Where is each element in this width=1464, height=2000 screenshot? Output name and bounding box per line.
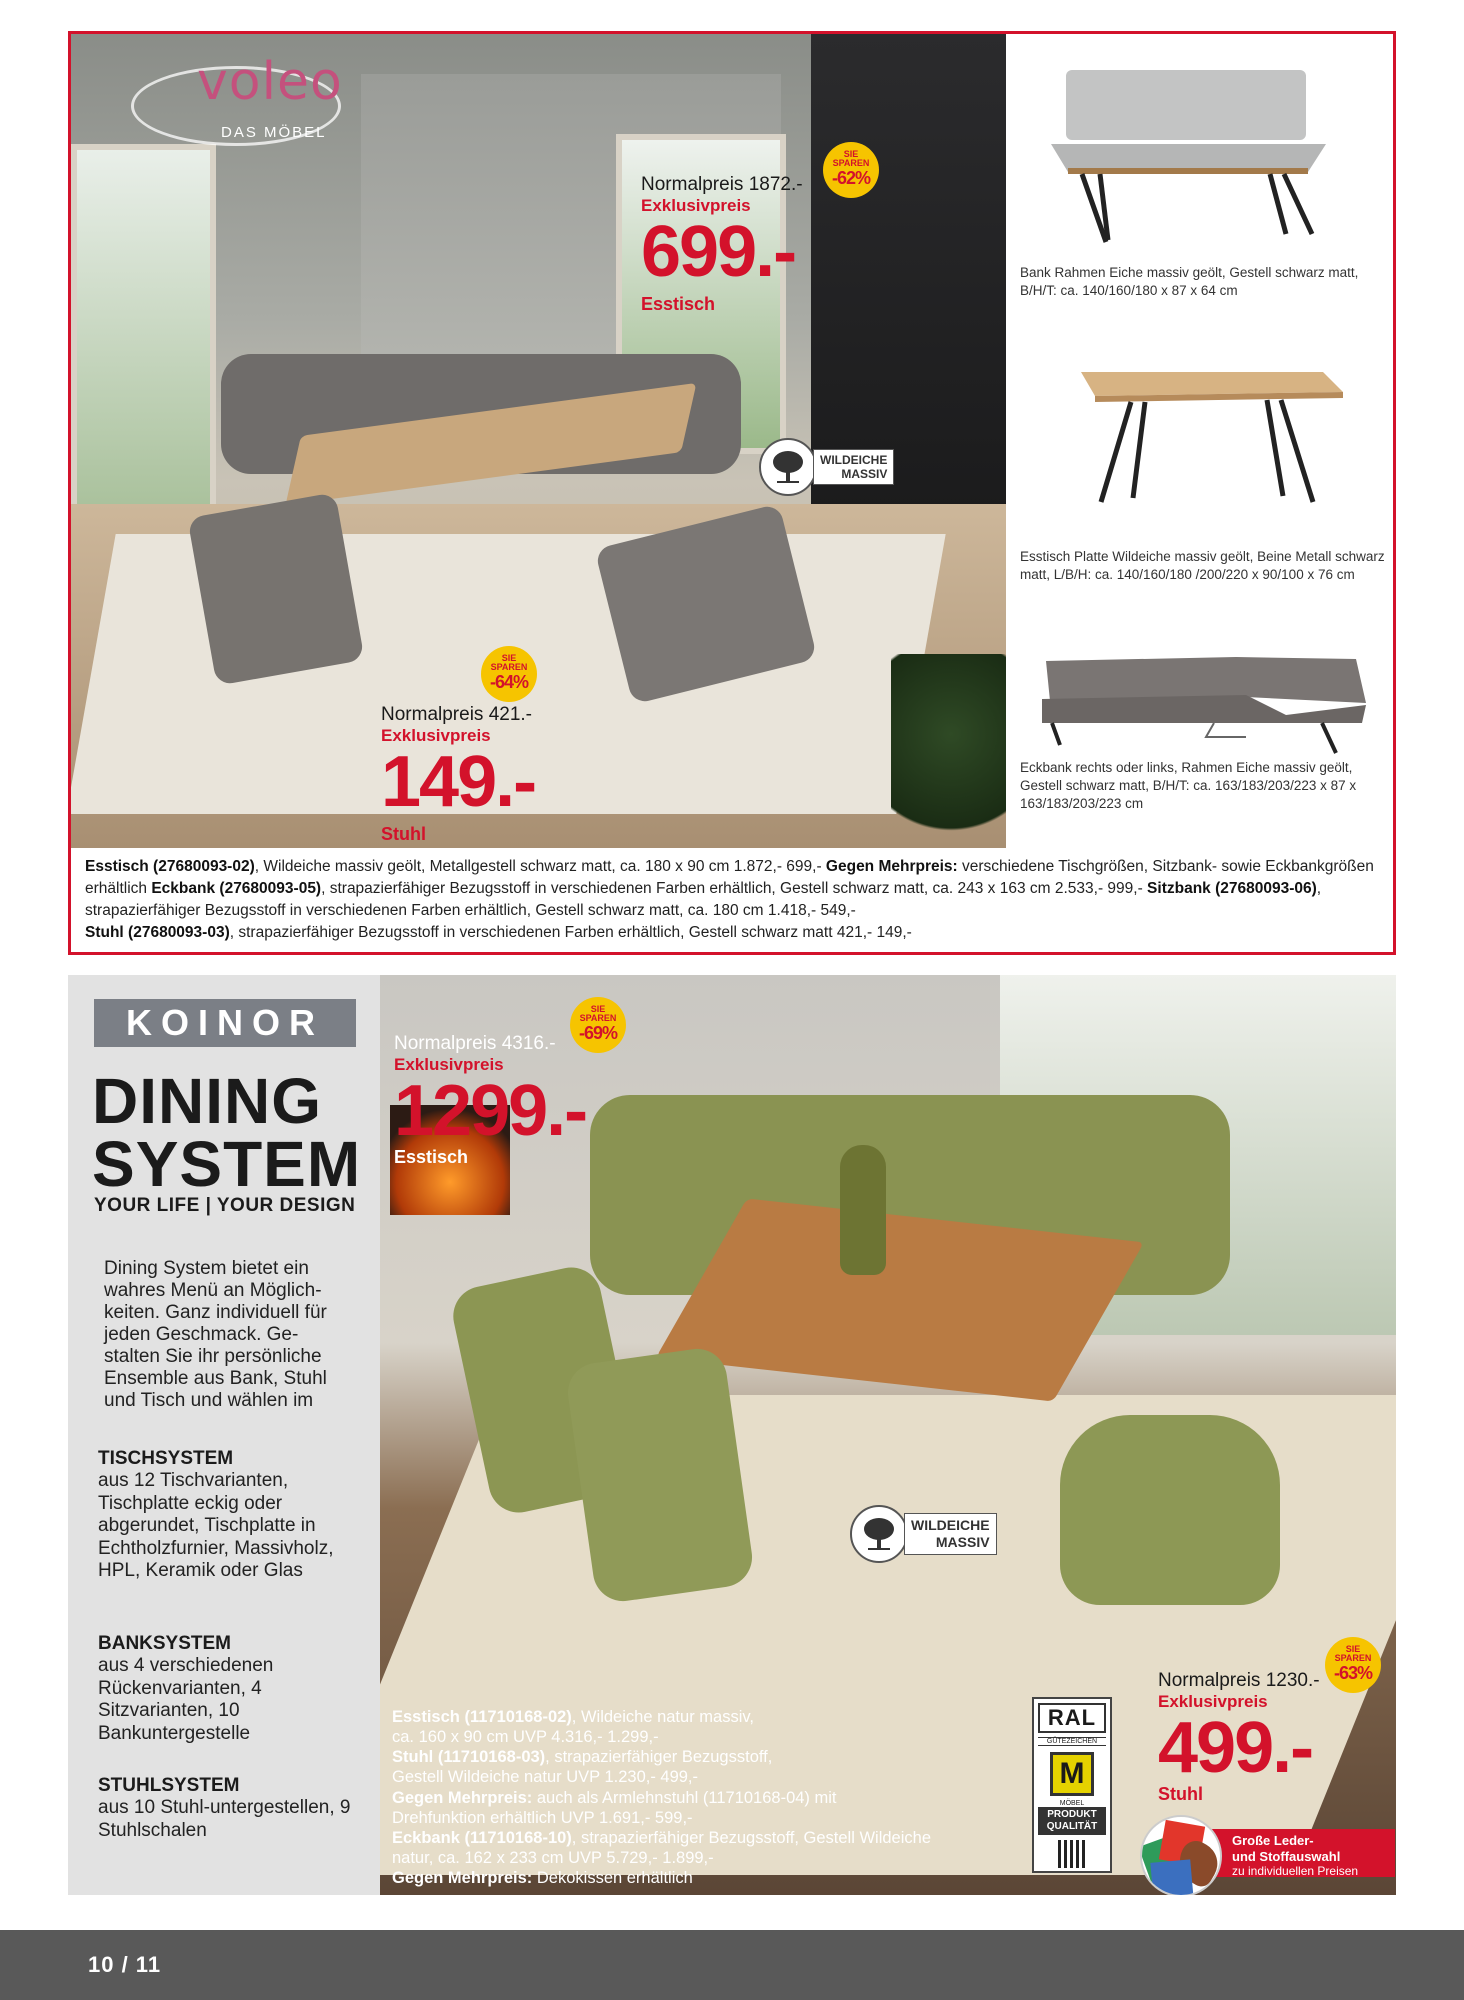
normal-price: Normalpreis 1872.- bbox=[641, 174, 803, 195]
oak-tree-icon bbox=[850, 1505, 908, 1563]
caption-line bbox=[392, 1727, 992, 1747]
table-price-block bbox=[641, 174, 803, 315]
exclusive-price: 499.- bbox=[1158, 1708, 1313, 1788]
tischsystem-block bbox=[98, 1448, 368, 1582]
m-seal-icon: M bbox=[1050, 1752, 1094, 1796]
photo-armchair bbox=[1060, 1415, 1280, 1605]
logo-name: voleo bbox=[197, 52, 343, 112]
normal-price: Normalpreis 4316.- bbox=[394, 1033, 556, 1054]
table-description: Esstisch Platte Wildeiche massiv geölt, Beine Metall schwarz matt, L/B/H: ca. 140/160/180 /200/220 x 90/100 x 76 cm bbox=[1020, 549, 1385, 583]
voleo-caption bbox=[71, 848, 1393, 952]
system-text: aus 12 Tischvarianten, Tischplatte eckig oder abgerundet, Tischplatte in Echtholzfurnier, Massivholz, HPL, Keramik oder Glas bbox=[98, 1470, 334, 1582]
save-line-2: SPAREN bbox=[832, 158, 870, 168]
save-percent: -62% bbox=[831, 167, 871, 188]
save-line-1: SIE bbox=[843, 149, 859, 159]
photo-window-left bbox=[71, 144, 216, 524]
qr-code-icon bbox=[1058, 1840, 1086, 1868]
caption-text: natur, ca. 162 x 233 cm UVP 5.729,- 1.899,- bbox=[392, 1848, 714, 1867]
caption-eckbank-text: , strapazierfähiger Bezugsstoff in verschiedenen Farben erhältlich, Gestell schwarz matt, ca. 243 x 163 cm 2.533,- 999,- bbox=[321, 880, 1148, 897]
product-table bbox=[1006, 344, 1393, 604]
corner-bench-image bbox=[1036, 653, 1376, 763]
guetezeichen-label: GÜTEZEICHEN bbox=[1038, 1737, 1106, 1746]
wildeiche-badge bbox=[850, 1505, 997, 1563]
bench-image bbox=[1046, 64, 1346, 254]
title-line-2: SYSTEM bbox=[92, 1127, 362, 1200]
bench-description: Bank Rahmen Eiche massiv geölt, Gestell schwarz matt, B/H/T: ca. 140/160/180 x 87 x 64 cm bbox=[1020, 265, 1359, 299]
caption-esstisch-label: Esstisch (27680093-02) bbox=[85, 858, 255, 875]
title-line-1: DINING bbox=[92, 1065, 322, 1137]
caption-text: , strapazierfähiger Bezugsstoff, bbox=[545, 1748, 773, 1767]
caption-text: ca. 160 x 90 cm UVP 4.316,- 1.299,- bbox=[392, 1728, 659, 1747]
caption-sitzbank-text: , strapazierfähiger Bezugsstoff in verschiedenen Farben erhältlich, Gestell schwarz matt, ca. 180 cm 1.418,- 549,- bbox=[85, 880, 1322, 919]
save-line-2: SPAREN bbox=[1334, 1653, 1372, 1663]
caption-esstisch-text: , Wildeiche massiv geölt, Metallgestell schwarz matt, ca. 180 x 90 cm 1.872,- 699,- bbox=[254, 858, 826, 875]
exclusive-price: 699.- bbox=[641, 212, 796, 292]
caption-text: , Wildeiche natur massiv, bbox=[571, 1708, 754, 1726]
photo-plant bbox=[891, 654, 1006, 848]
exclusive-label: Exklusivpreis bbox=[1158, 1692, 1268, 1711]
pq-line-2: QUALITÄT bbox=[1046, 1821, 1098, 1832]
ral-label: RAL bbox=[1038, 1703, 1106, 1733]
system-heading: STUHLSYSTEM bbox=[98, 1775, 240, 1796]
item-name: Stuhl bbox=[381, 824, 426, 844]
logo-subtitle: DAS MÖBEL bbox=[221, 124, 327, 141]
system-heading: BANKSYSTEM bbox=[98, 1633, 232, 1654]
koinor-info-panel bbox=[68, 975, 380, 1895]
table-image bbox=[1061, 362, 1351, 512]
produkt-qualitaet-label bbox=[1038, 1807, 1106, 1835]
leather-line-1: Große Leder- bbox=[1232, 1833, 1314, 1848]
oak-tree-icon bbox=[759, 438, 817, 496]
caption-eckbank-label: Eckbank (27680093-05) bbox=[151, 880, 322, 897]
oak-label bbox=[904, 1513, 997, 1555]
caption-bold: Eckbank (11710168-10) bbox=[392, 1828, 572, 1847]
leather-line-2: und Stoffauswahl bbox=[1232, 1848, 1341, 1864]
caption-line bbox=[392, 1848, 992, 1868]
exclusive-label: Exklusivpreis bbox=[381, 726, 491, 745]
caption-bold: Gegen Mehrpreis: bbox=[392, 1869, 533, 1887]
caption-bold: Esstisch (11710168-02) bbox=[392, 1708, 572, 1726]
product-corner-bench bbox=[1006, 619, 1393, 848]
corner-bench-description: Eckbank rechts oder links, Rahmen Eiche massiv geölt, Gestell schwarz matt, B/H/T: ca. 163/183/203/223 x 87 x 163/183/203/223 cm bbox=[1020, 760, 1357, 812]
caption-line bbox=[392, 1767, 992, 1787]
save-line-1: SIE bbox=[590, 1004, 606, 1014]
caption-text: Gestell Wildeiche natur UVP 1.230,- 499,- bbox=[392, 1768, 699, 1787]
leather-fabric-badge bbox=[1140, 1815, 1395, 1885]
oak-label-line-2: MASSIV bbox=[935, 1534, 990, 1550]
save-percent: -69% bbox=[578, 1022, 618, 1043]
system-heading: TISCHSYSTEM bbox=[98, 1448, 234, 1469]
caption-line bbox=[392, 1808, 992, 1828]
save-badge bbox=[1325, 1637, 1381, 1693]
koinor-dining-photo bbox=[380, 975, 1396, 1895]
oak-label bbox=[813, 449, 894, 486]
exclusive-price: 1299.- bbox=[394, 1071, 587, 1151]
caption-mehrpreis-label: Gegen Mehrpreis: bbox=[825, 858, 958, 875]
normal-price: Normalpreis 1230.- bbox=[1158, 1670, 1320, 1691]
table-price-block bbox=[394, 1033, 586, 1168]
save-badge bbox=[570, 997, 626, 1053]
photo-chair-middle bbox=[564, 1345, 756, 1605]
save-percent: -64% bbox=[489, 671, 529, 692]
save-badge bbox=[481, 646, 537, 702]
caption-mehrpreis-text: verschiedene Tischgrößen, Sitzbank- sowie Eckbankgrößen erhältlich bbox=[85, 858, 1374, 897]
caption-line bbox=[392, 1868, 992, 1888]
product-bench bbox=[1006, 34, 1393, 304]
fabric-swatch-icon bbox=[1140, 1815, 1222, 1895]
caption-text: Drehfunktion erhältlich UVP 1.691,- 599,- bbox=[392, 1808, 693, 1827]
chair-price-block bbox=[1158, 1670, 1320, 1805]
caption-stuhl-text: , strapazierfähiger Bezugsstoff in verschiedenen Farben erhältlich, Gestell schwarz matt 421,- 149,- bbox=[229, 924, 912, 941]
caption-line bbox=[392, 1747, 992, 1767]
caption-line bbox=[392, 1828, 992, 1848]
voleo-logo bbox=[131, 48, 351, 158]
wildeiche-badge bbox=[759, 438, 894, 496]
caption-line bbox=[392, 1707, 992, 1727]
save-line-1: SIE bbox=[501, 653, 517, 663]
caption-line bbox=[392, 1788, 992, 1808]
system-text: aus 10 Stuhl-untergestellen, 9 Stuhlschalen bbox=[98, 1797, 351, 1841]
page-number: 10 / 11 bbox=[88, 1952, 162, 1977]
save-line-2: SPAREN bbox=[579, 1013, 617, 1023]
item-name: Esstisch bbox=[394, 1147, 469, 1167]
oak-label-line-1: WILDEICHE bbox=[911, 1517, 990, 1534]
pq-line-1: PRODUKT bbox=[1047, 1809, 1097, 1820]
oak-label-line-2: MASSIV bbox=[841, 467, 888, 481]
caption-text: auch als Armlehnstuhl (11710168-04) mit bbox=[532, 1788, 837, 1807]
save-percent: -63% bbox=[1333, 1662, 1373, 1683]
moebel-label: MÖBEL bbox=[1059, 1800, 1085, 1807]
caption-text: , strapazierfähiger Bezugsstoff, Gestell Wildeiche bbox=[571, 1828, 931, 1847]
chair-price-block bbox=[381, 704, 535, 845]
ral-quality-seal bbox=[1032, 1697, 1112, 1873]
dining-system-title bbox=[92, 1065, 362, 1200]
save-line-2: SPAREN bbox=[490, 662, 528, 672]
caption-bold: Stuhl (11710168-03) bbox=[392, 1748, 546, 1767]
leather-line-3: zu individuellen Preisen bbox=[1232, 1864, 1359, 1879]
banksystem-block bbox=[98, 1633, 368, 1745]
save-badge bbox=[823, 142, 879, 198]
product-variants-panel bbox=[1006, 34, 1393, 848]
item-name: Esstisch bbox=[641, 294, 716, 314]
oak-label-line-1: WILDEICHE bbox=[820, 452, 888, 467]
caption-bold: Gegen Mehrpreis: bbox=[392, 1788, 533, 1807]
voleo-dining-photo bbox=[71, 34, 1006, 848]
item-name: Stuhl bbox=[1158, 1784, 1203, 1804]
voleo-offer-section bbox=[68, 31, 1396, 955]
caption-text: Dekokissen erhältlich bbox=[532, 1869, 693, 1887]
exclusive-label: Exklusivpreis bbox=[394, 1055, 504, 1074]
system-text: aus 4 verschiedenen Rückenvarianten, 4 Sitzvarianten, 10 Bankuntergestelle bbox=[98, 1655, 274, 1744]
koinor-logo: KOINOR bbox=[94, 999, 356, 1047]
save-line-1: SIE bbox=[1345, 1644, 1361, 1654]
page-footer bbox=[0, 1930, 1464, 2000]
normal-price: Normalpreis 421.- bbox=[381, 704, 532, 725]
caption-sitzbank-label: Sitzbank (27680093-06) bbox=[1147, 880, 1317, 897]
photo-chair-left bbox=[187, 492, 364, 685]
koinor-caption bbox=[392, 1707, 992, 1888]
dining-tagline: YOUR LIFE | YOUR DESIGN bbox=[94, 1195, 356, 1216]
exclusive-price: 149.- bbox=[381, 742, 536, 822]
exclusive-label: Exklusivpreis bbox=[641, 196, 751, 215]
stuhlsystem-block bbox=[98, 1775, 368, 1842]
koinor-intro-text: Dining System bietet ein wahres Menü an Möglich-keiten. Ganz individuell für jeden Geschmack. Ge-stalten Sie ihr persönliche Ensemble aus Bank, Stuhl und Tisch und wählen im bbox=[104, 1258, 327, 1412]
photo-vase bbox=[840, 1145, 886, 1275]
caption-stuhl-label: Stuhl (27680093-03) bbox=[85, 924, 230, 941]
